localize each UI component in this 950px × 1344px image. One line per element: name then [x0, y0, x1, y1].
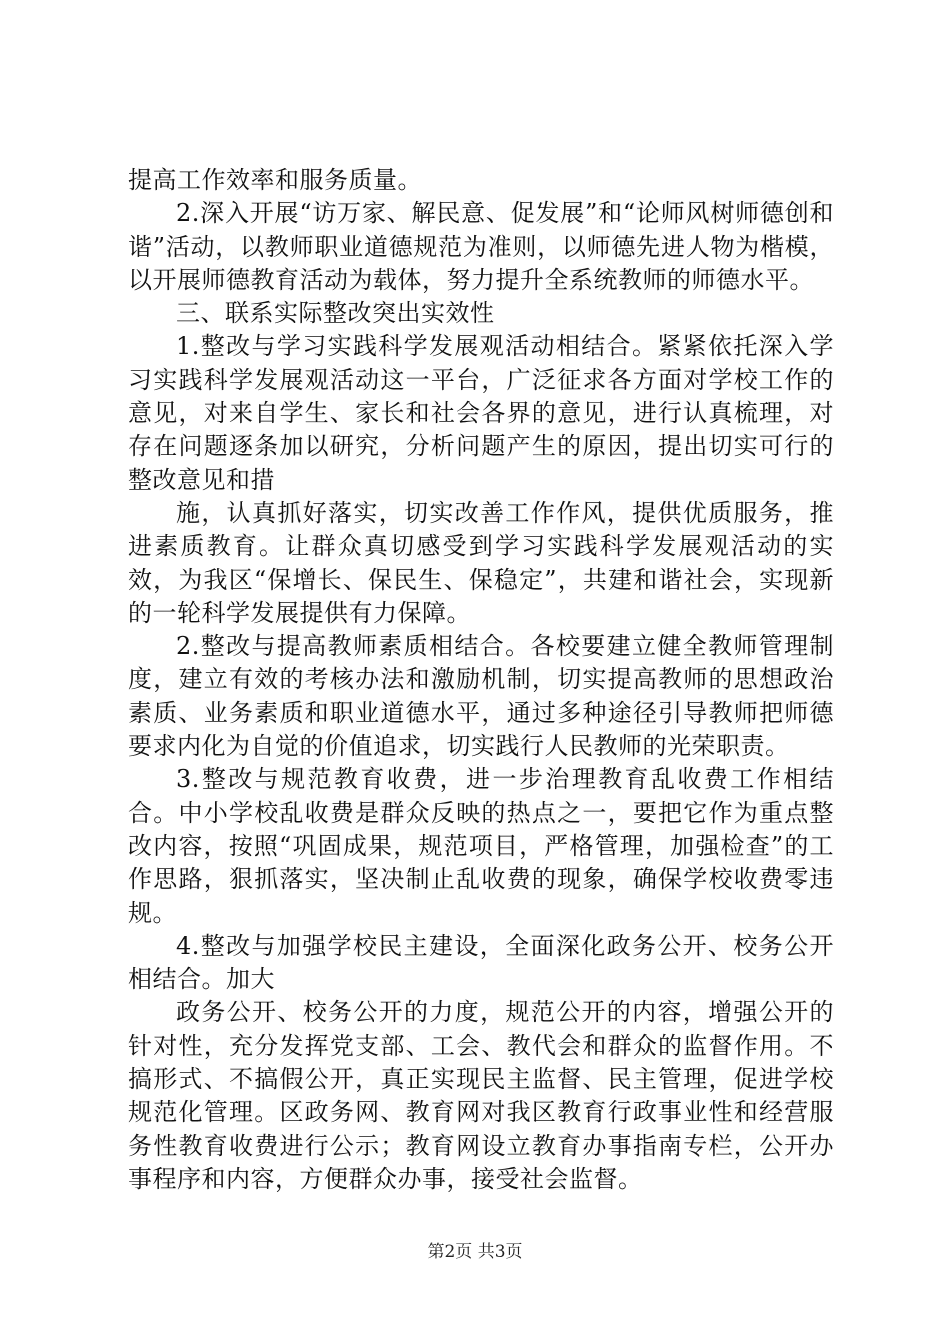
paragraph-6: 2.整改与提高教师素质相结合。各校要建立健全教师管理制度，建立有效的考核办法和激励机制，切实提高教师的思想政治素质、业务素质和职业道德水平，通过多种途径引导教师把师德要求内化为自觉的价值追求，切实践行人民教师的光荣职责。 — [128, 632, 834, 761]
paragraph-4: 1.整改与学习实践科学发展观活动相结合。紧紧依托深入学习实践科学发展观活动这一平台，广泛征求各方面对学校工作的意见，对来自学生、家长和社会各界的意见，进行认真梳理，对存在问题逐条加以研究，分析问题产生的原因，提出切实可行的整改意见和措 — [128, 332, 834, 494]
paragraph-7: 3.整改与规范教育收费，进一步治理教育乱收费工作相结合。中小学校乱收费是群众反映的热点之一，要把它作为重点整改内容，按照“巩固成果，规范项目，严格管理，加强检查”的工作思路，狠抓落实，坚决制止乱收费的现象，确保学校收费零违规。 — [128, 765, 834, 927]
paragraph-2: 2.深入开展“访万家、解民意、促发展”和“论师风树师德创和谐”活动，以教师职业道德规范为准则，以师德先进人物为楷模，以开展师德教育活动为载体，努力提升全系统教师的师德水平。 — [128, 199, 834, 294]
paragraph-1: 提高工作效率和服务质量。 — [128, 166, 422, 194]
paragraph-8: 4.整改与加强学校民主建设，全面深化政务公开、校务公开相结合。加大 — [128, 931, 834, 994]
section-heading: 三、联系实际整改突出实效性 — [176, 299, 495, 328]
document-body — [128, 164, 834, 1196]
paragraph-5: 施，认真抓好落实，切实改善工作作风，提供优质服务，推进素质教育。让群众真切感受到学习实践科学发展观活动的实效，为我区“保增长、保民生、保稳定”，共建和谐社会，实现新的一轮科学发展提供有力保障。 — [128, 498, 834, 627]
page-footer: 第2页 共3页 — [427, 1242, 523, 1262]
paragraph-9: 政务公开、校务公开的力度，规范公开的内容，增强公开的针对性，充分发挥党支部、工会、教代会和群众的监督作用。不搞形式、不搞假公开，真正实现民主监督、民主管理，促进学校规范化管理。区政务网、教育网对我区教育行政事业性和经营服务性教育收费进行公示；教育网设立教育办事指南专栏，公开办事程序和内容，方便群众办事，接受社会监督。 — [128, 998, 834, 1193]
